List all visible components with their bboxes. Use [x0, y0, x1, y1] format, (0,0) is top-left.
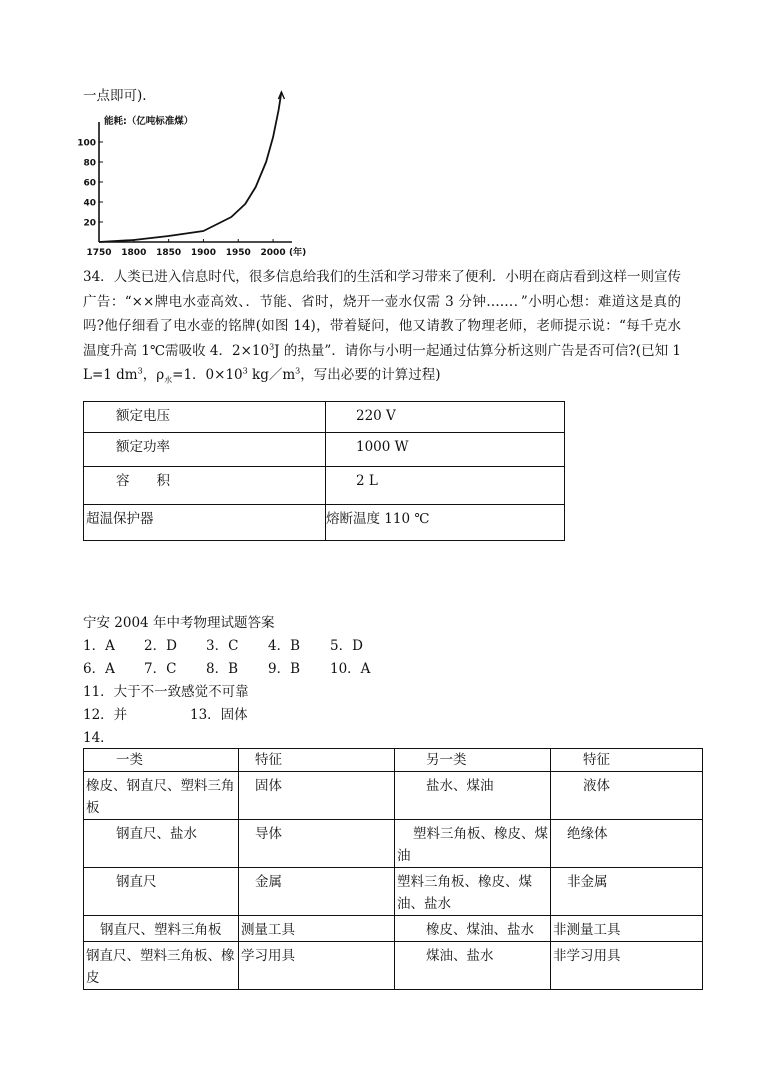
- q34-text-mid4: kg／m: [247, 367, 296, 383]
- table-row: [84, 505, 565, 541]
- energy-consumption-chart: [77, 108, 307, 264]
- table-header-row: [84, 749, 703, 772]
- table-cell: 导体: [239, 820, 395, 868]
- table-cell: 盐水、煤油: [395, 772, 551, 820]
- table-row: [84, 467, 565, 505]
- nameplate-value: 熔断温度 110 ℃: [326, 505, 565, 541]
- answers-title: 宁安 2004 年中考物理试题答案: [83, 615, 275, 631]
- classification-table: [83, 748, 703, 990]
- question-34: [83, 265, 681, 388]
- series-line: [99, 92, 281, 242]
- q34-text-mid2: ，ρ: [142, 367, 165, 383]
- table-row: [84, 820, 703, 868]
- y-tick-label: 40: [83, 198, 96, 209]
- kettle-nameplate-table: [83, 401, 565, 541]
- header-cell: 另一类: [395, 749, 551, 772]
- x-axis-label: (年): [289, 248, 307, 258]
- y-tick-label: 100: [77, 138, 96, 149]
- q34-text-pre: 34．人类已进入信息时代，很多信息给我们的生活和学习带来了便利．小明在商店看到这样一则宣传广告：“××牌电水壶高效、．节能、省时，烧开一壶水仅需 3 分钟……．”小明心想：难道这是真的吗?他仔细看了电水壶的铭牌(如图 14)，带着疑问，他又请教了物理老师，老师提示说：“每千克水温度升高 1℃需吸收 4．2×10: [83, 269, 681, 359]
- answer-3: 3．C: [206, 638, 239, 654]
- table-row: [84, 868, 703, 916]
- table-cell: 非金属: [551, 868, 703, 916]
- table-cell: 测量工具: [239, 916, 395, 942]
- table-cell: 塑料三角板、橡皮、煤油、盐水: [395, 868, 551, 916]
- table-cell: 固体: [239, 772, 395, 820]
- q34-sup2: 3: [137, 366, 143, 376]
- table-cell: 钢直尺: [84, 868, 239, 916]
- answer-12: 12．并: [83, 707, 128, 723]
- q34-text-mid3: =1．0×10: [172, 367, 243, 383]
- answer-6: 6．A: [83, 661, 115, 677]
- x-tick-label: 1750: [86, 248, 112, 258]
- table-cell: 煤油、盐水: [395, 942, 551, 990]
- header-cell: 特征: [551, 749, 703, 772]
- table-cell: 学习用具: [239, 942, 395, 990]
- x-tick-label: 2000: [260, 248, 286, 258]
- nameplate-value: 2 L: [326, 467, 565, 505]
- q34-text-mid1: J 的热量”．请你与小明一起通过估算分析这则广告是否可信?(已知 1 L=1 dm: [83, 342, 681, 383]
- table-row: [84, 916, 703, 942]
- q34-text-end: ，写出必要的计算过程): [300, 367, 441, 383]
- nameplate-label: 超温保护器: [84, 505, 326, 541]
- table-cell: 钢直尺、塑料三角板、橡皮: [84, 942, 239, 990]
- x-tick-label: 1850: [156, 248, 182, 258]
- q34-sub1: 水: [164, 375, 173, 385]
- answer-7: 7．C: [144, 661, 177, 677]
- table-cell: 金属: [239, 868, 395, 916]
- answer-13: 13．固体: [190, 707, 248, 723]
- table-cell: 塑料三角板、橡皮、煤油: [395, 820, 551, 868]
- nameplate-label: 额定功率: [84, 433, 326, 467]
- answer-10: 10．A: [330, 661, 371, 677]
- x-tick-label: 1800: [121, 248, 147, 258]
- answer-14-label: 14．: [83, 730, 114, 746]
- answer-5: 5．D: [330, 638, 363, 654]
- table-cell: 非学习用具: [551, 942, 703, 990]
- x-tick-label: 1900: [190, 248, 216, 258]
- x-tick-label: 1950: [225, 248, 251, 258]
- answer-9: 9．B: [268, 661, 301, 677]
- header-cell: 特征: [239, 749, 395, 772]
- nameplate-label: 额定电压: [84, 402, 326, 433]
- y-axis-label: 能耗:（亿吨标准煤）: [104, 116, 194, 127]
- answer-1: 1．A: [83, 638, 115, 654]
- table-cell: 橡皮、煤油、盐水: [395, 916, 551, 942]
- table-cell: 绝缘体: [551, 820, 703, 868]
- y-tick-label: 80: [83, 158, 96, 169]
- table-cell: 橡皮、钢直尺、塑料三角板: [84, 772, 239, 820]
- table-row: [84, 772, 703, 820]
- table-cell: 钢直尺、盐水: [84, 820, 239, 868]
- q34-sup3: 3: [242, 366, 248, 376]
- nameplate-value: 1000 W: [326, 433, 565, 467]
- header-cell: 一类: [84, 749, 239, 772]
- answer-11: 11．大于不一致感觉不可靠: [83, 684, 249, 700]
- table-cell: 液体: [551, 772, 703, 820]
- y-tick-label: 20: [83, 218, 96, 229]
- nameplate-value: 220 V: [326, 402, 565, 433]
- answer-2: 2．D: [144, 638, 177, 654]
- answer-8: 8．B: [206, 661, 239, 677]
- answer-4: 4．B: [268, 638, 301, 654]
- y-tick-label: 60: [83, 178, 96, 189]
- table-row: [84, 433, 565, 467]
- q34-sup4: 3: [295, 366, 301, 376]
- nameplate-label: 容 积: [84, 467, 326, 505]
- top-fragment: 一点即可).: [83, 88, 147, 104]
- table-row: [84, 942, 703, 990]
- q34-sup1: 3: [269, 342, 275, 351]
- table-row: [84, 402, 565, 433]
- table-cell: 非测量工具: [551, 916, 703, 942]
- table-cell: 钢直尺、塑料三角板: [84, 916, 239, 942]
